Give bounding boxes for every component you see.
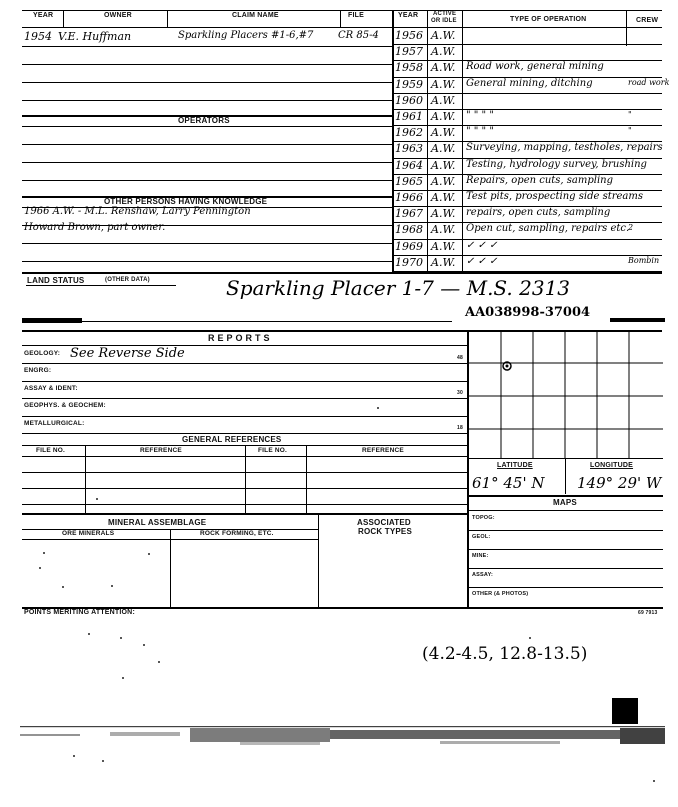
scan-noise-band [20,722,665,752]
report-row-value: See Reverse Side [70,346,185,361]
report-row-label: ASSAY & IDENT: [24,384,78,392]
reports-header: REPORTS [208,333,273,343]
owner-entry-file: CR 85-4 [338,30,379,41]
form-number: 69 7913 [638,610,658,616]
land-status-sub: (OTHER DATA) [105,277,150,283]
longitude-value: 149° 29' W [577,474,662,492]
coords-note: (4.2-4.5, 12.8-13.5) [422,644,588,664]
activity-status: A.W. [431,110,456,123]
activity-status: A.W. [431,174,456,188]
latitude-value: 61° 45' N [472,474,545,492]
upper-section-bottom [22,272,662,274]
rock-types-header: ROCK TYPES [358,527,413,536]
activity-crew: Bombin [628,255,660,265]
activity-operation: General mining, ditching [466,77,593,89]
activity-operation: ✓ ✓ ✓ [466,255,498,267]
activity-operation: repairs, open cuts, sampling [466,207,611,219]
associated-header: ASSOCIATED [357,518,411,527]
owner-entry-claim: Sparkling Placers #1-6,#7 [178,30,314,41]
points-meriting-attention-label: POINTS MERITING ATTENTION: [24,609,135,616]
activity-year: 1969 [395,239,423,253]
activity-year: 1963 [395,142,423,156]
activity-crew: " [628,110,632,119]
activity-operation: ✓ ✓ ✓ [466,239,498,251]
activity-crew: 2 [628,223,634,233]
report-row-label: GEOLOGY: [24,350,61,357]
top-border [22,10,662,11]
scan-black-square [612,698,638,724]
land-status-value: Sparkling Placer 1-7 — M.S. 2313 [226,276,571,300]
report-row-label: ENGRG: [24,367,52,375]
maps-row-label: MINE: [472,553,489,559]
activity-year: 1958 [395,61,423,75]
other-persons-header: OTHER PERSONS HAVING KNOWLEDGE [104,197,268,206]
activity-status: A.W. [431,158,456,172]
owner-header: OWNER [104,12,132,19]
operators-header: OPERATORS [178,116,230,125]
activity-operation: Test pits, prospecting side streams [466,191,643,202]
header-underline [22,27,662,28]
year2-header: YEAR [398,12,419,19]
other-person-line-2: Howard Brown, part owner. [24,222,166,233]
active-header: ACTIVE [433,11,457,17]
maps-header: MAPS [553,498,577,507]
rock-forming-header: ROCK FORMING, ETC. [200,530,274,537]
maps-row-label: TOPOG: [472,515,495,521]
activity-year: 1961 [395,110,423,123]
report-row-label: GEOPHYS. & GEOCHEM: [24,402,106,410]
activity-year: 1960 [395,93,423,107]
maps-row-label: OTHER (& PHOTOS) [472,591,529,597]
activity-operation: Surveying, mapping, testholes, repairs [466,142,663,154]
longitude-label: LONGITUDE [590,462,634,469]
activity-crew: " [628,126,632,136]
other-person-line-1: 1966 A.W. - M.L. Renshaw, Larry Pennington [24,206,251,217]
report-row-number: 48 [457,355,463,361]
claim-name-header: CLAIM NAME [232,12,279,19]
activity-year: 1962 [395,126,423,140]
activity-year: 1956 [395,29,423,42]
activity-status: A.W. [431,77,456,91]
activity-year: 1957 [395,45,423,59]
activity-status: A.W. [431,142,456,156]
activity-operation: " " " " [466,110,494,121]
activity-status: A.W. [431,93,456,107]
activity-status: A.W. [431,255,456,269]
ore-minerals-header: ORE MINERALS [62,530,115,537]
owner-entry-owner: V.E. Huffman [58,30,132,43]
activity-operation: Testing, hydrology survey, brushing [466,158,647,170]
activity-status: A.W. [431,61,456,75]
activity-operation: Road work, general mining [466,61,604,73]
ref-col-file-no-1: FILE NO. [36,447,66,454]
activity-year: 1967 [395,207,423,221]
latitude-label: LATITUDE [497,462,533,469]
activity-crew: road work [628,77,670,87]
location-grid [469,330,663,458]
report-row-number: 18 [457,424,463,431]
activity-operation: " " " " [466,126,494,138]
activity-year: 1964 [395,158,423,172]
grid-svg [469,330,663,458]
report-row-label: METALLURGICAL: [24,419,85,427]
maps-row-label: GEOL: [472,534,491,540]
crew-header: CREW [636,17,659,24]
activity-year: 1965 [395,174,423,188]
activity-status: A.W. [431,45,456,59]
activity-status: A.W. [431,191,456,204]
land-status-label: LAND STATUS [27,276,85,285]
activity-year: 1966 [395,191,423,204]
activity-year: 1968 [395,223,423,237]
file-header: FILE [348,12,364,19]
or-idle-header: OR IDLE [431,18,457,24]
activity-status: A.W. [431,207,456,221]
mineral-assemblage-header: MINERAL ASSEMBLAGE [108,518,207,527]
maps-row-label: ASSAY: [472,572,494,578]
year-header: YEAR [33,12,54,19]
file-ref-number: AA038998-37004 [465,305,591,320]
activity-year: 1970 [395,255,423,269]
ref-col-file-no-2: FILE NO. [258,447,288,454]
owner-entry-year: 1954 [24,30,52,43]
ref-col-reference-2: REFERENCE [362,447,404,454]
activity-operation: Open cut, sampling, repairs etc. [466,223,630,235]
activity-status: A.W. [431,239,456,253]
report-row-number: 30 [457,389,463,396]
operation-header: TYPE OF OPERATION [510,16,587,23]
activity-status: A.W. [431,29,456,42]
activity-status: A.W. [431,223,456,237]
ref-col-reference-1: REFERENCE [140,447,182,454]
activity-year: 1959 [395,77,423,91]
general-references-header: GENERAL REFERENCES [182,435,282,444]
activity-operation: Repairs, open cuts, sampling [466,174,614,186]
activity-status: A.W. [431,126,456,140]
